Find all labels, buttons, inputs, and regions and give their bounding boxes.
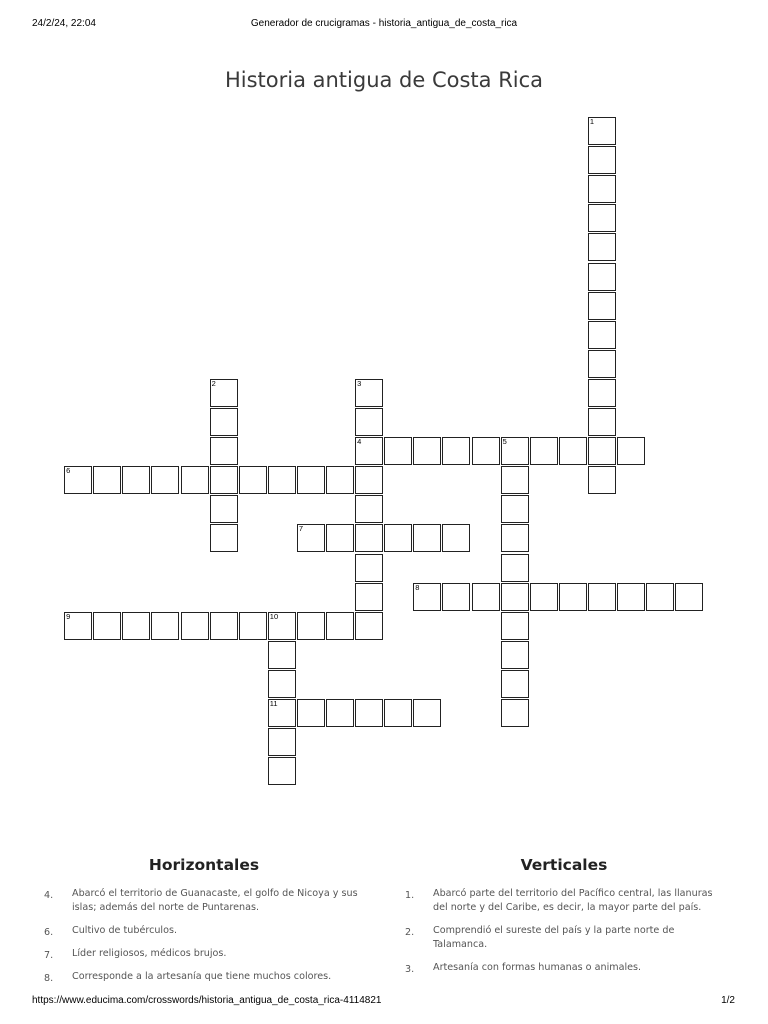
clue-text: Abarcó parte del territorio del Pacífico central, las llanuras del norte y del Caribe, es decir, la mayor parte del país.: [433, 888, 713, 913]
crossword-cell[interactable]: [501, 466, 529, 494]
clue-item: [405, 924, 723, 952]
crossword-cell[interactable]: [210, 379, 238, 407]
crossword-cell[interactable]: [181, 612, 209, 640]
crossword-cell[interactable]: [210, 495, 238, 523]
crossword-cell[interactable]: [297, 524, 325, 552]
cell-number: 9: [66, 611, 71, 621]
crossword-cell[interactable]: [93, 466, 121, 494]
crossword-cell[interactable]: [355, 554, 383, 582]
crossword-cell[interactable]: [501, 554, 529, 582]
crossword-cell[interactable]: [472, 437, 500, 465]
crossword-cell[interactable]: [646, 583, 674, 611]
crossword-cell[interactable]: [559, 583, 587, 611]
crossword-cell[interactable]: [151, 466, 179, 494]
clues-area: [0, 852, 768, 990]
clue-number: 7.: [44, 950, 54, 961]
crossword-cell[interactable]: [268, 699, 296, 727]
clue-number: 3.: [405, 964, 415, 975]
clue-text: Artesanía con formas humanas o animales.: [433, 962, 642, 973]
crossword-cell[interactable]: [122, 466, 150, 494]
cell-number: 8: [415, 582, 420, 592]
crossword-cell[interactable]: [413, 583, 441, 611]
page-title: Historia antigua de Costa Rica: [224, 68, 544, 93]
clue-item: [44, 924, 364, 938]
crossword-cell[interactable]: [239, 612, 267, 640]
crossword-cell[interactable]: [297, 466, 325, 494]
crossword-cell[interactable]: [588, 233, 616, 261]
horizontal-clues: [44, 852, 364, 990]
clue-text: Corresponde a la artesanía que tiene muchos colores.: [72, 971, 332, 982]
crossword-cell[interactable]: [675, 583, 703, 611]
crossword-cell[interactable]: [501, 524, 529, 552]
crossword-cell[interactable]: [268, 612, 296, 640]
crossword-cell[interactable]: [442, 583, 470, 611]
crossword-cell[interactable]: [413, 524, 441, 552]
crossword-cell[interactable]: [355, 437, 383, 465]
crossword-cell[interactable]: [151, 612, 179, 640]
crossword-cell[interactable]: [588, 146, 616, 174]
crossword-cell[interactable]: [181, 466, 209, 494]
crossword-cell[interactable]: [559, 437, 587, 465]
crossword-cell[interactable]: [413, 699, 441, 727]
crossword-cell[interactable]: [530, 583, 558, 611]
crossword-cell[interactable]: [588, 175, 616, 203]
crossword-cell[interactable]: [355, 408, 383, 436]
crossword-cell[interactable]: [268, 641, 296, 669]
crossword-cell[interactable]: [384, 524, 412, 552]
crossword-cell[interactable]: [326, 612, 354, 640]
cell-number: 5: [502, 437, 507, 447]
print-document-title: Generador de crucigramas - historia_antigua_de_costa_rica: [250, 18, 518, 29]
crossword-cell[interactable]: [268, 670, 296, 698]
crossword-cell[interactable]: [355, 583, 383, 611]
crossword-cell[interactable]: [122, 612, 150, 640]
crossword-cell[interactable]: [501, 641, 529, 669]
clue-text: Líder religiosos, médicos brujos.: [72, 948, 227, 959]
crossword-cell[interactable]: [588, 379, 616, 407]
cell-number: 4: [357, 437, 362, 447]
crossword-cell[interactable]: [355, 612, 383, 640]
crossword-cell[interactable]: [239, 466, 267, 494]
crossword-cell[interactable]: [588, 292, 616, 320]
crossword-cell[interactable]: [588, 437, 616, 465]
crossword-cell[interactable]: [268, 757, 296, 785]
clue-number: 1.: [405, 890, 415, 901]
crossword-cell[interactable]: [617, 583, 645, 611]
crossword-cell[interactable]: [472, 583, 500, 611]
crossword-cell[interactable]: [442, 524, 470, 552]
clue-text: Abarcó el territorio de Guanacaste, el golfo de Nicoya y sus islas; además del norte de Puntarenas.: [72, 888, 358, 913]
crossword-cell[interactable]: [210, 612, 238, 640]
crossword-cell[interactable]: [588, 321, 616, 349]
crossword-cell[interactable]: [384, 437, 412, 465]
crossword-cell[interactable]: [588, 204, 616, 232]
crossword-cell[interactable]: [210, 466, 238, 494]
crossword-cell[interactable]: [326, 524, 354, 552]
crossword-cell[interactable]: [210, 524, 238, 552]
cell-number: 1: [589, 117, 595, 126]
crossword-cell[interactable]: [355, 379, 383, 407]
crossword-cell[interactable]: [501, 583, 529, 611]
cell-number: 3: [357, 378, 362, 388]
crossword-cell[interactable]: [413, 437, 441, 465]
crossword-cell[interactable]: [588, 263, 616, 291]
cell-number: 7: [298, 524, 304, 534]
crossword-cell[interactable]: [501, 699, 529, 727]
print-footer: [0, 995, 768, 1009]
crossword-cell[interactable]: [326, 699, 354, 727]
vertical-clues-heading: Verticales: [520, 856, 608, 874]
crossword-cell[interactable]: [210, 437, 238, 465]
crossword-cell[interactable]: [268, 728, 296, 756]
crossword-cell[interactable]: [588, 350, 616, 378]
crossword-cell[interactable]: [326, 466, 354, 494]
clue-text: Comprendió el sureste del país y la parte norte de Talamanca.: [433, 925, 675, 950]
crossword-cell[interactable]: [530, 437, 558, 465]
clue-item: [44, 887, 364, 915]
crossword-cell[interactable]: [588, 408, 616, 436]
cell-number: 2: [211, 378, 216, 388]
print-url: https://www.educima.com/crosswords/historia_antigua_de_costa_rica-4114821: [32, 995, 382, 1006]
crossword-cell[interactable]: [501, 437, 529, 465]
crossword-cell[interactable]: [355, 524, 383, 552]
crossword-cell[interactable]: [588, 117, 616, 145]
crossword-cell[interactable]: [442, 437, 470, 465]
clue-item: [405, 887, 723, 915]
print-date: 24/2/24, 22:04: [32, 18, 96, 29]
crossword-cell[interactable]: [355, 699, 383, 727]
clue-text: Cultivo de tubérculos.: [72, 925, 178, 936]
crossword-cell[interactable]: [297, 612, 325, 640]
crossword-cell[interactable]: [210, 408, 238, 436]
print-page-number: 1/2: [721, 995, 735, 1006]
crossword-cell[interactable]: [588, 583, 616, 611]
crossword-cell[interactable]: [617, 437, 645, 465]
clue-number: 4.: [44, 890, 54, 901]
clue-item: [405, 961, 723, 975]
clue-item: [44, 970, 364, 984]
cell-number: 6: [66, 466, 71, 476]
crossword-cell[interactable]: [501, 612, 529, 640]
clue-item: [44, 947, 364, 961]
crossword-cell[interactable]: [501, 670, 529, 698]
crossword-cell[interactable]: [64, 612, 92, 640]
crossword-cell[interactable]: [588, 466, 616, 494]
crossword-cell[interactable]: [501, 495, 529, 523]
clue-number: 8.: [44, 973, 54, 984]
clue-number: 2.: [405, 927, 415, 938]
cell-number: 11: [269, 699, 278, 708]
crossword-cell[interactable]: [384, 699, 412, 727]
crossword-cell[interactable]: [355, 466, 383, 494]
vertical-clues: [405, 852, 723, 984]
crossword-cell[interactable]: [64, 466, 92, 494]
crossword-cell[interactable]: [93, 612, 121, 640]
crossword-cell[interactable]: [355, 495, 383, 523]
crossword-cell[interactable]: [268, 466, 296, 494]
print-header: [0, 18, 768, 32]
crossword-cell[interactable]: [297, 699, 325, 727]
cell-number: 10: [269, 611, 279, 621]
clue-number: 6.: [44, 927, 54, 938]
horizontal-clues-heading: Horizontales: [148, 856, 260, 874]
